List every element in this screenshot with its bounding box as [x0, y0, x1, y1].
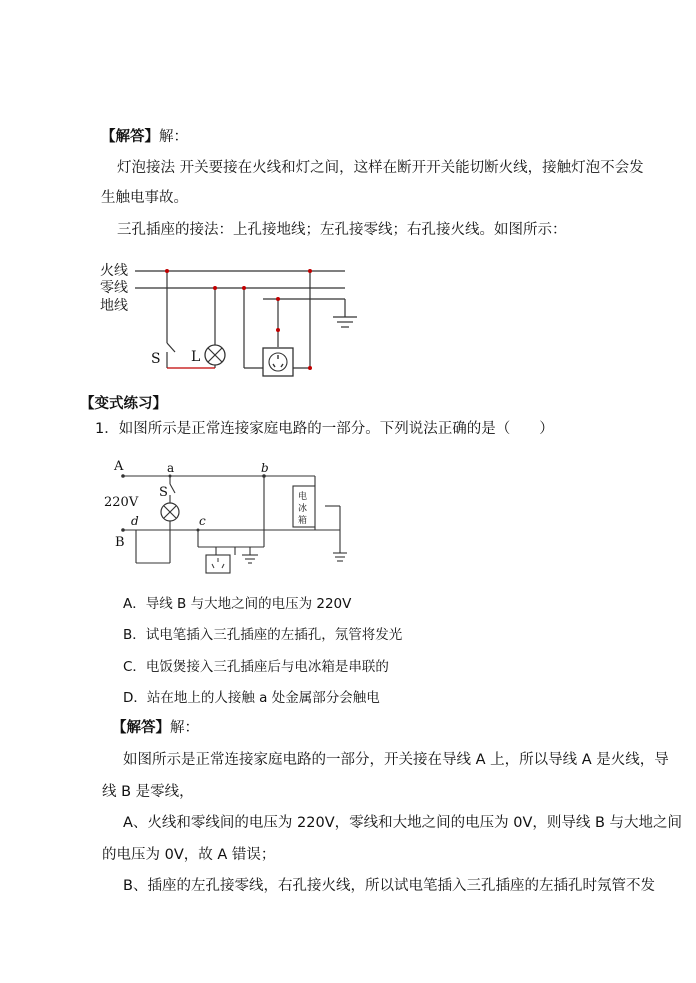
socket-wiring-diagram	[95, 255, 365, 385]
switch-s-label: S	[159, 485, 168, 500]
ground-wire-label: 地线	[100, 298, 128, 314]
option-a: A．导线 B 与大地之间的电压为 220V	[123, 596, 352, 612]
point-b-label: b	[261, 461, 269, 475]
point-a-label: a	[167, 461, 175, 475]
paragraph-line: 灯泡接法 开关要接在火线和灯之间，这样在断开开关能切断火线，接触灯泡不会发	[117, 160, 644, 176]
fridge-label-char: 冰	[298, 504, 308, 514]
voltage-label: 220V	[104, 495, 139, 510]
neutral-wire-label: 零线	[100, 280, 128, 296]
point-c-label: c	[199, 514, 206, 528]
fridge-label-char: 箱	[298, 516, 308, 526]
paragraph-line: 如图所示是正常连接家庭电路的一部分，开关接在导线 A 上，所以导线 A 是火线，导	[123, 752, 669, 768]
household-circuit-diagram	[100, 455, 360, 580]
fridge-label-char: 电	[298, 492, 308, 502]
paragraph-line: B、插座的左孔接零线，右孔接火线，所以试电笔插入三孔插座的左插孔时氖管不发	[123, 878, 655, 894]
option-d: D．站在地上的人接触 a 处金属部分会触电	[123, 690, 380, 706]
wire-a-label: A	[114, 459, 124, 474]
paragraph-line: A、火线和零线间的电压为 220V，零线和大地之间的电压为 0V，则导线 B 与大地之间	[123, 815, 683, 831]
exercise-heading: 【变式练习】	[80, 396, 167, 412]
answer-tag: 【解答】	[112, 720, 170, 736]
point-d-label: d	[131, 514, 139, 528]
option-b: B．试电笔插入三孔插座的左插孔，氖管将发光	[123, 627, 403, 643]
answer-suffix: 解：	[159, 129, 188, 145]
paragraph-line: 线 B 是零线，	[102, 784, 194, 800]
option-c: C．电饭煲接入三孔插座后与电冰箱是串联的	[123, 659, 389, 675]
paragraph-line: 的电压为 0V，故 A 错误；	[102, 847, 276, 863]
switch-label: S	[151, 351, 161, 367]
wire-b-label: B	[115, 535, 125, 550]
lamp-label: L	[191, 349, 201, 365]
answer-heading-1	[101, 127, 188, 147]
answer-suffix: 解：	[170, 720, 199, 736]
paragraph-line: 三孔插座的接法：上孔接地线；左孔接零线；右孔接火线。如图所示：	[117, 222, 567, 238]
answer-tag: 【解答】	[101, 129, 159, 145]
question-text: 1．如图所示是正常连接家庭电路的一部分。下列说法正确的是（ ）	[95, 421, 554, 437]
answer-heading-2	[112, 718, 199, 738]
fire-wire-label: 火线	[100, 263, 128, 279]
paragraph-line: 生触电事故。	[101, 190, 188, 206]
